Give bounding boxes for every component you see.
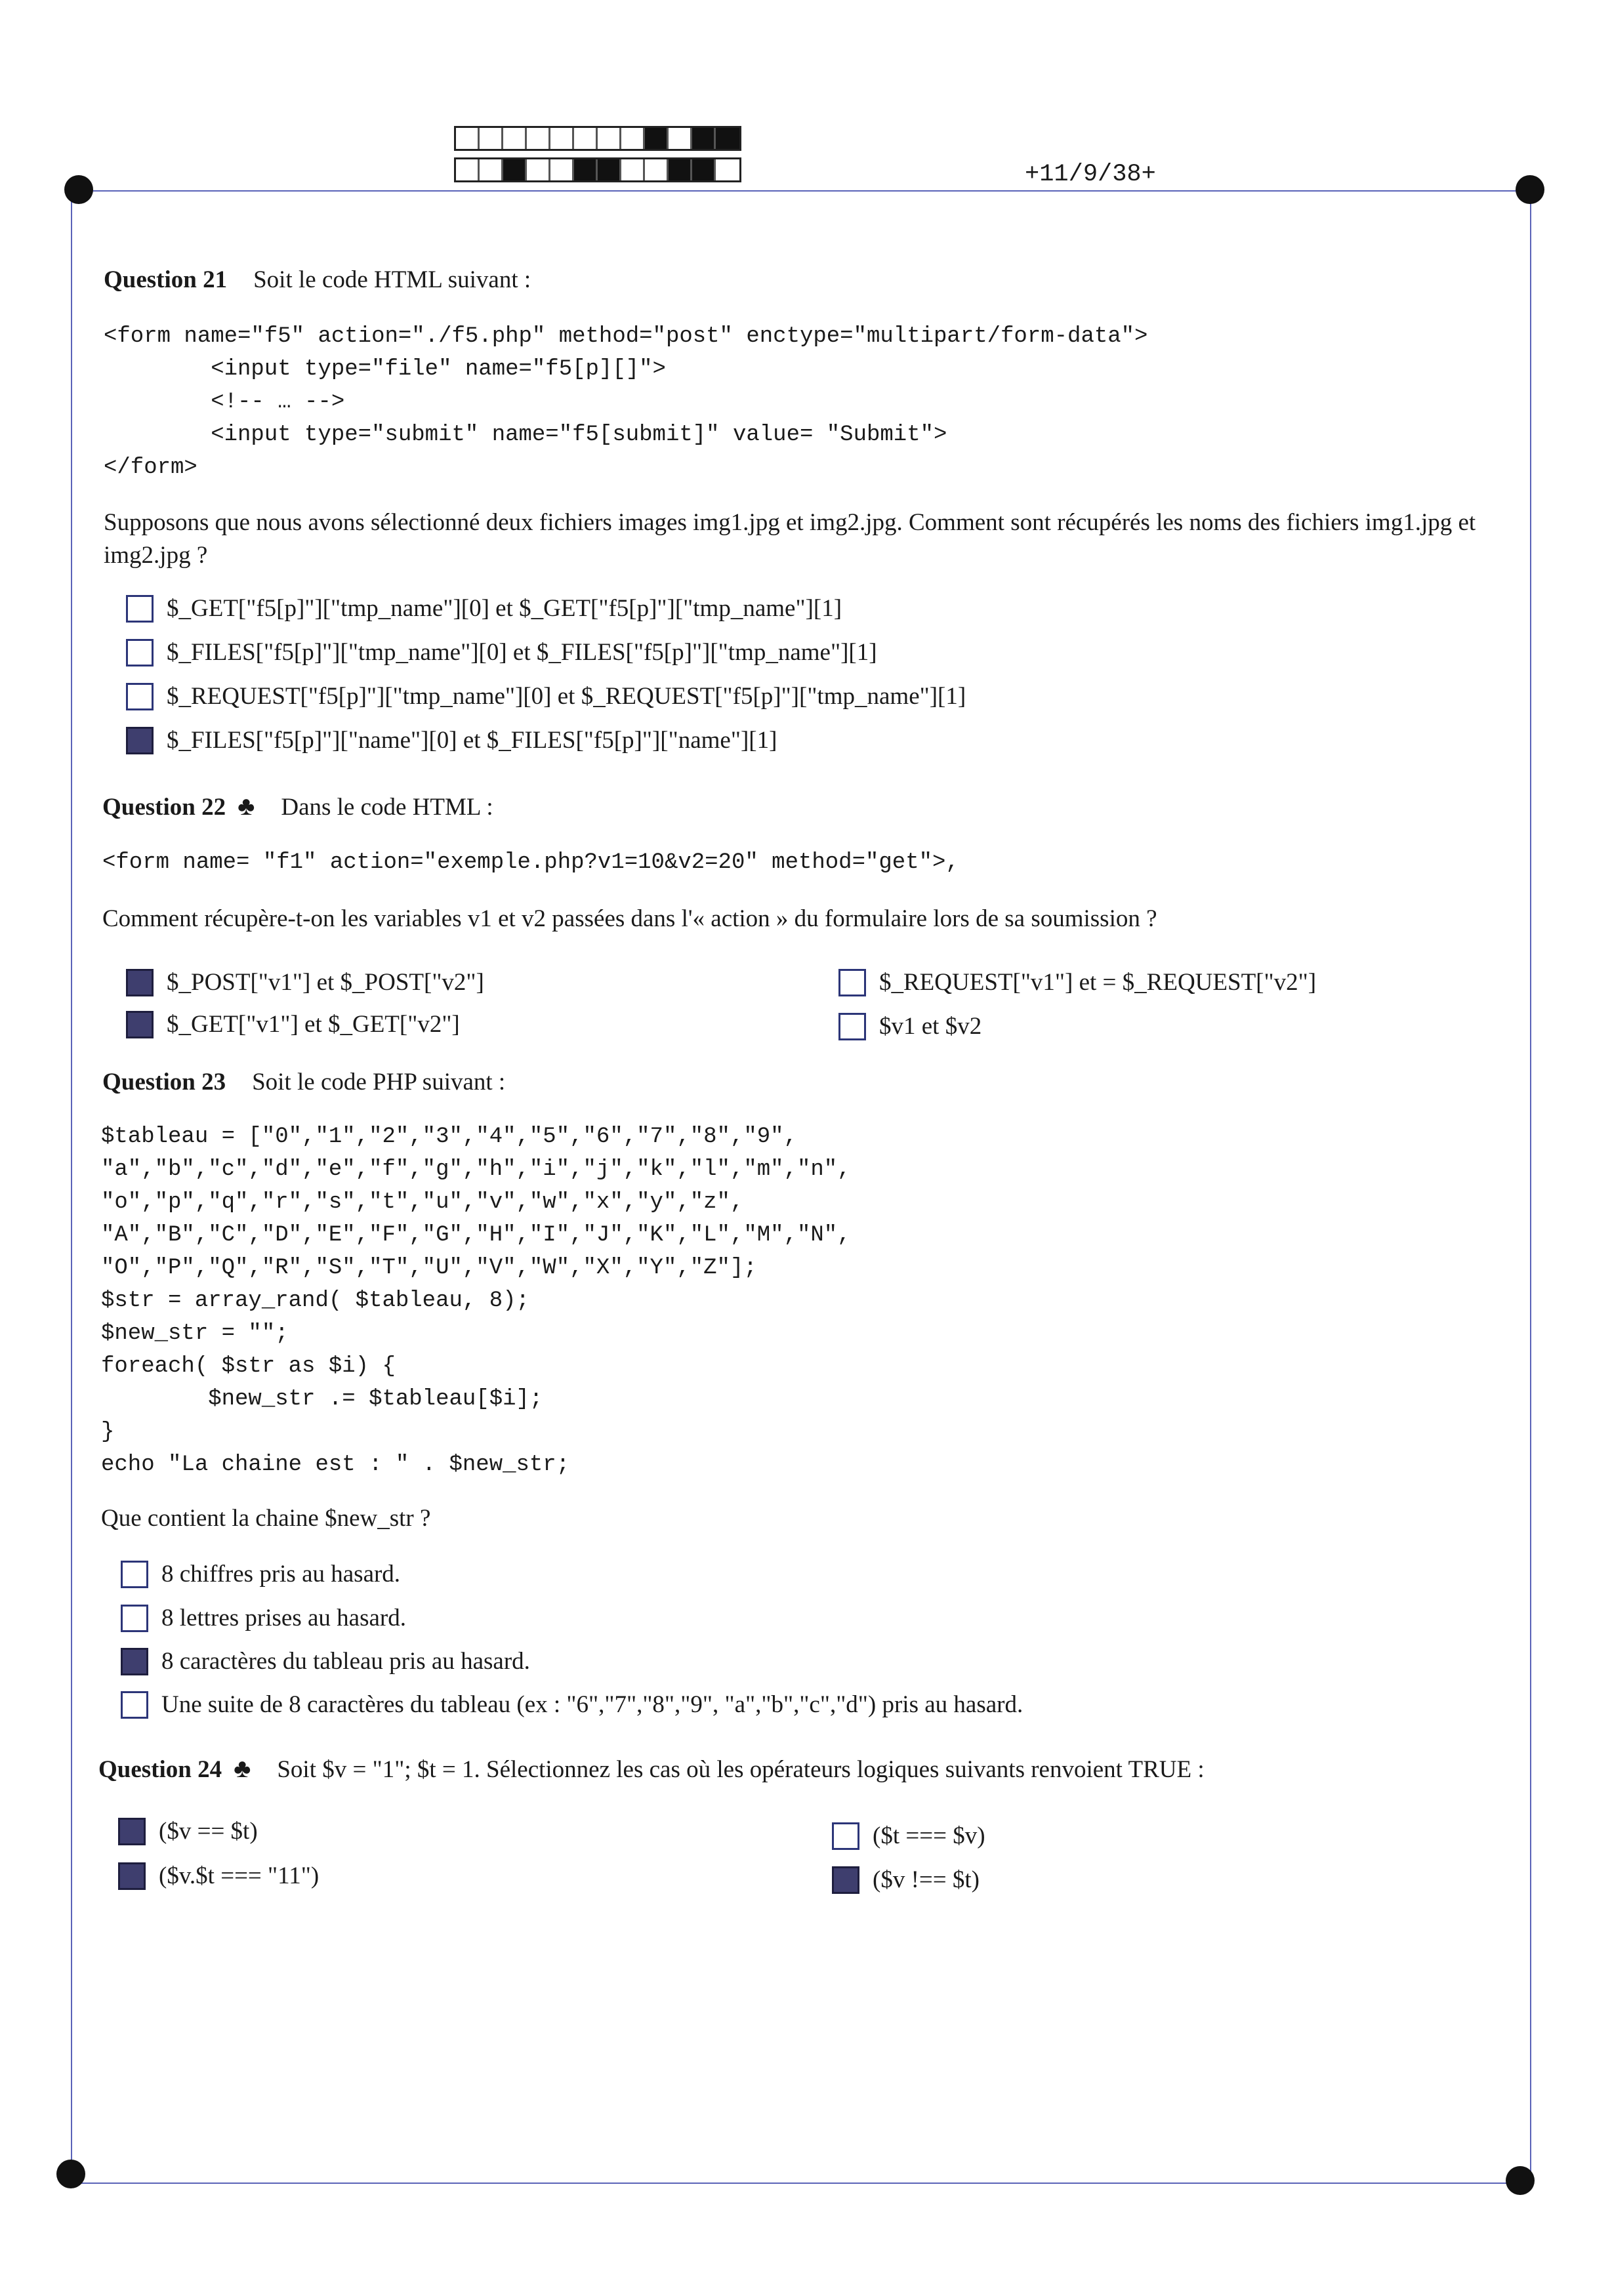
barcode-cell: [669, 159, 692, 180]
checkbox[interactable]: [118, 1818, 146, 1845]
barcode-cell: [716, 128, 739, 149]
barcode-cell: [692, 128, 716, 149]
answer-label: 8 caractères du tableau pris au hasard.: [161, 1648, 530, 1675]
answer-option[interactable]: [126, 1010, 460, 1038]
answer-label: ($t === $v): [873, 1822, 985, 1849]
answer-option[interactable]: [121, 1691, 1023, 1719]
answer-label: ($v !== $t): [873, 1866, 980, 1893]
barcode-cell: [550, 159, 574, 180]
checkbox[interactable]: [121, 1561, 148, 1588]
answer-option[interactable]: [126, 638, 877, 666]
question-prompt: Dans le code HTML :: [281, 794, 493, 821]
registration-mark-top-left: [64, 175, 93, 204]
question-title: [98, 1753, 1205, 1784]
checkbox[interactable]: [832, 1866, 859, 1894]
checkbox[interactable]: [121, 1648, 148, 1675]
answer-label: $_GET["v1"] et $_GET["v2"]: [167, 1011, 460, 1038]
answer-label: 8 lettres prises au hasard.: [161, 1605, 406, 1631]
barcode-cell: [598, 159, 621, 180]
answer-label: $_GET["f5[p]"]["tmp_name"][0] et $_GET["f5[p]"]["tmp_name"][1]: [167, 595, 842, 622]
question-prompt: Soit le code HTML suivant :: [253, 266, 531, 293]
barcode-cell: [716, 159, 739, 180]
answer-option[interactable]: [121, 1560, 400, 1588]
checkbox[interactable]: [126, 969, 154, 996]
barcode-cell: [503, 128, 527, 149]
question-prompt: Soit le code PHP suivant :: [252, 1069, 506, 1096]
checkbox[interactable]: [838, 969, 866, 996]
checkbox[interactable]: [121, 1605, 148, 1632]
barcode-cell: [527, 128, 550, 149]
code-block: $tableau = ["0","1","2","3","4","5","6","7","8","9", "a","b","c","d","e","f","g","h","i","j","k","l","m","n", "o","p","q","r","s","t","u","v","w","x","y","z", "A","B","C","D","E","F","G","H","I","J","K","L","M","N", "O","P","Q","R","S","T","U","V","W","X","Y","Z"]; $str = array_rand( $tableau, 8); $new_str = ""; foreach( $str as $i) { $new_str .= $tableau[$i]; } echo "La chaine est : " . $new_str;: [101, 1124, 851, 1477]
page-id: +11/9/38+: [1025, 161, 1156, 188]
question-number: Question 21: [104, 266, 228, 293]
checkbox[interactable]: [838, 1013, 866, 1040]
barcode-cell: [480, 128, 503, 149]
barcode-cell: [598, 128, 621, 149]
question-number: Question 24: [98, 1756, 222, 1783]
answer-option[interactable]: [118, 1862, 319, 1890]
barcode-cell: [574, 159, 598, 180]
checkbox[interactable]: [121, 1691, 148, 1719]
answer-label: $_FILES["f5[p]"]["tmp_name"][0] et $_FILES["f5[p]"]["tmp_name"][1]: [167, 639, 877, 666]
answer-option[interactable]: [126, 594, 842, 623]
answer-option[interactable]: [126, 968, 484, 996]
answer-label: $_REQUEST["f5[p]"]["tmp_name"][0] et $_REQUEST["f5[p]"]["tmp_name"][1]: [167, 683, 966, 710]
answer-option[interactable]: [126, 726, 777, 754]
answer-option[interactable]: [838, 1012, 982, 1040]
question-body: Que contient la chaine $new_str ?: [101, 1505, 431, 1532]
answer-option[interactable]: [832, 1866, 980, 1894]
checkbox[interactable]: [118, 1862, 146, 1890]
checkbox[interactable]: [126, 1011, 154, 1038]
question-body: Comment récupère-t-on les variables v1 et v2 passées dans l'« action » du formulaire lors de sa soumission ?: [102, 905, 1157, 932]
registration-mark-top-right: [1516, 175, 1544, 204]
barcode-cell: [574, 128, 598, 149]
barcode-row-1: [454, 126, 741, 151]
barcode-row-2: [454, 157, 741, 182]
checkbox[interactable]: [832, 1822, 859, 1850]
question-title: [102, 1068, 505, 1096]
question-body: Supposons que nous avons sélectionné deux fichiers images img1.jpg et img2.jpg. Comment sont récupérés les noms des fichiers img1.jpg et img2.jpg ?: [104, 509, 1476, 569]
answer-label: ($v.$t === "11"): [159, 1862, 320, 1889]
registration-mark-bottom-right: [1506, 2166, 1535, 2195]
answer-option[interactable]: [121, 1604, 406, 1632]
barcode-cell: [503, 159, 527, 180]
question-title: [102, 790, 493, 821]
question-number: Question 22: [102, 794, 226, 821]
answer-option[interactable]: [838, 968, 1316, 996]
barcode-cell: [550, 128, 574, 149]
checkbox[interactable]: [126, 727, 154, 754]
answer-option[interactable]: [126, 682, 966, 710]
barcode-cell: [692, 159, 716, 180]
answer-option[interactable]: [118, 1817, 258, 1845]
code-block: <form name="f5" action="./f5.php" method="post" enctype="multipart/form-data"> <input type="file" name="f5[p][]"> <!-- … --> <input type="submit" name="f5[submit]" value= "Submit"> </form>: [104, 324, 1148, 480]
answer-label: Une suite de 8 caractères du tableau (ex : "6","7","8","9", "a","b","c","d") pris au hasard.: [161, 1691, 1023, 1718]
barcode-cell: [645, 159, 669, 180]
checkbox[interactable]: [126, 595, 154, 623]
barcode-cell: [621, 159, 645, 180]
answer-option[interactable]: [832, 1822, 985, 1850]
answer-option[interactable]: [121, 1647, 530, 1675]
barcode-cell: [669, 128, 692, 149]
club-icon: ♣: [234, 1753, 251, 1783]
code-block: <form name= "f1" action="exemple.php?v1=10&v2=20" method="get">,: [102, 850, 959, 875]
club-icon: ♣: [238, 791, 255, 821]
answer-label: ($v == $t): [159, 1818, 258, 1845]
answer-label: $_POST["v1"] et $_POST["v2"]: [167, 969, 484, 996]
answer-label: $v1 et $v2: [879, 1013, 982, 1040]
question-title: [104, 266, 531, 294]
question-prompt: Soit $v = "1"; $t = 1. Sélectionnez les cas où les opérateurs logiques suivants renvoient TRUE :: [277, 1756, 1205, 1783]
checkbox[interactable]: [126, 639, 154, 666]
barcode-cell: [621, 128, 645, 149]
registration-mark-bottom-left: [56, 2160, 85, 2188]
answer-label: $_REQUEST["v1"] et = $_REQUEST["v2"]: [879, 969, 1317, 996]
barcode-cell: [527, 159, 550, 180]
question-number: Question 23: [102, 1069, 226, 1096]
barcode-cell: [456, 159, 480, 180]
barcode-cell: [456, 128, 480, 149]
barcode-cell: [480, 159, 503, 180]
checkbox[interactable]: [126, 683, 154, 710]
answer-label: 8 chiffres pris au hasard.: [161, 1561, 401, 1588]
answer-label: $_FILES["f5[p]"]["name"][0] et $_FILES["f5[p]"]["name"][1]: [167, 727, 777, 754]
barcode-cell: [645, 128, 669, 149]
